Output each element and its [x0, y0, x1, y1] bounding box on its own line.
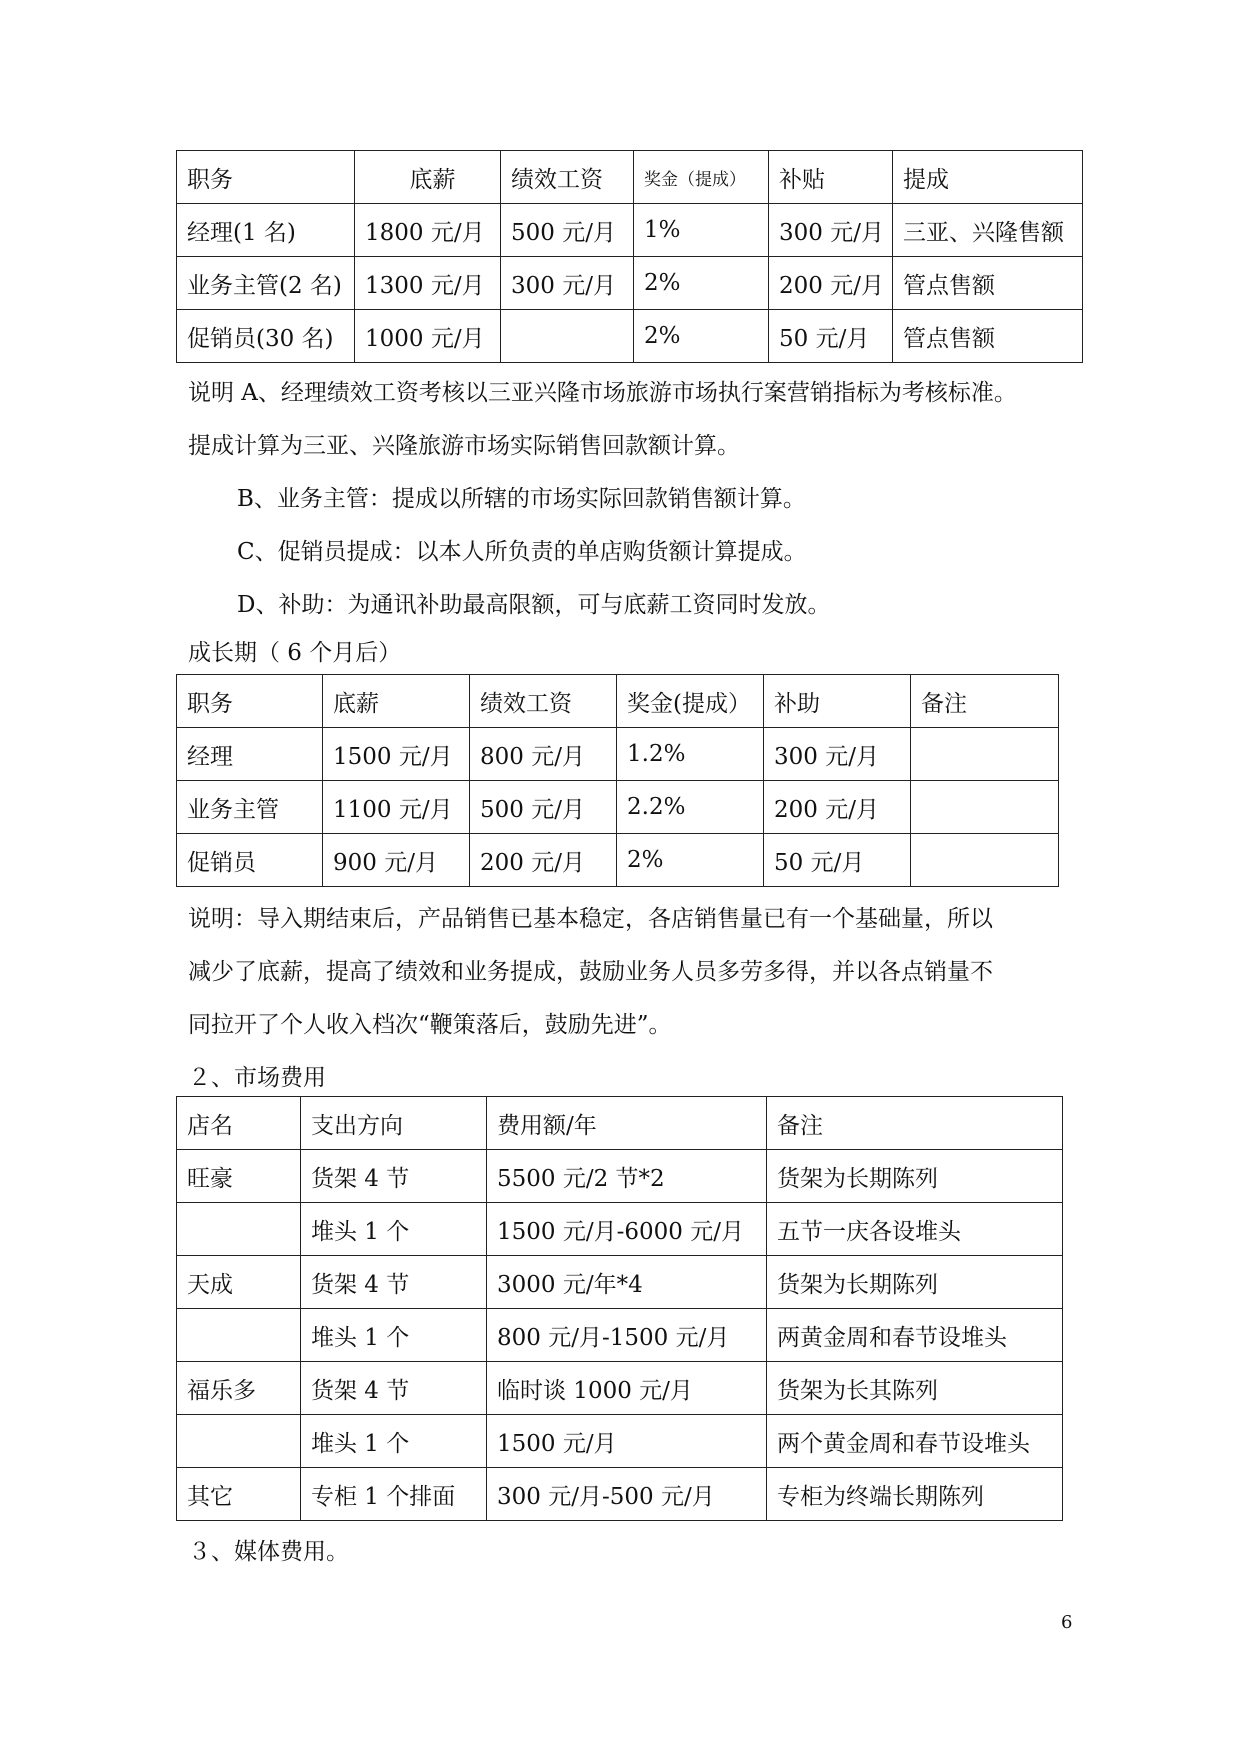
- table-cell: 货架为长期陈列: [767, 1150, 1063, 1203]
- table-cell: 货架为长其陈列: [767, 1362, 1063, 1415]
- table-cell: 300 元/月-500 元/月: [487, 1468, 767, 1521]
- table-header-cell: 底薪: [323, 675, 470, 728]
- table-cell: 专柜 1 个排面: [301, 1468, 487, 1521]
- table-cell: 200 元/月: [764, 781, 911, 834]
- table-cell: 50 元/月: [769, 310, 893, 363]
- table-cell: 1000 元/月: [355, 310, 501, 363]
- table-row: [177, 728, 1059, 781]
- table-cell: 货架 4 节: [301, 1150, 487, 1203]
- table-row: [177, 1415, 1063, 1468]
- table-cell: 300 元/月: [501, 257, 634, 310]
- table-cell: 900 元/月: [323, 834, 470, 887]
- table-cell: 1500 元/月: [487, 1415, 767, 1468]
- table-cell: 1800 元/月: [355, 204, 501, 257]
- table-cell: 促销员(30 名): [177, 310, 355, 363]
- table-cell: 800 元/月-1500 元/月: [487, 1309, 767, 1362]
- table-cell: 堆头 1 个: [301, 1415, 487, 1468]
- page-number: 6: [1061, 1612, 1073, 1633]
- table-cell: 堆头 1 个: [301, 1309, 487, 1362]
- table-row: [177, 1203, 1063, 1256]
- table-header-cell: 奖金(提成）: [617, 675, 764, 728]
- table-cell: 300 元/月: [769, 204, 893, 257]
- table-cell: 促销员: [177, 834, 323, 887]
- table-header-cell: 支出方向: [301, 1097, 487, 1150]
- table-header-cell: 备注: [767, 1097, 1063, 1150]
- table-cell: 天成: [177, 1256, 301, 1309]
- table-cell: [911, 781, 1059, 834]
- table-cell: [911, 834, 1059, 887]
- table-cell: 货架 4 节: [301, 1256, 487, 1309]
- note-d: D、补助：为通讯补助最高限额，可与底薪工资同时发放。: [237, 592, 831, 618]
- table-cell: 2.2%: [617, 781, 764, 834]
- table-row: [177, 781, 1059, 834]
- table-cell: 经理: [177, 728, 323, 781]
- table-header-cell: 补助: [764, 675, 911, 728]
- table-cell: 1500 元/月-6000 元/月: [487, 1203, 767, 1256]
- table-cell: 业务主管: [177, 781, 323, 834]
- table-header-cell: 费用额/年: [487, 1097, 767, 1150]
- table-cell: [177, 1309, 301, 1362]
- table-cell: 2%: [634, 310, 769, 363]
- table-row: [177, 1256, 1063, 1309]
- table-header-cell: 底薪: [355, 151, 501, 204]
- table-header-cell: 备注: [911, 675, 1059, 728]
- table-cell: [501, 310, 634, 363]
- table-header-cell: 绩效工资: [470, 675, 617, 728]
- table-row: [177, 1309, 1063, 1362]
- growth-title: 成长期（ 6 个月后）: [188, 640, 402, 666]
- table-cell: 其它: [177, 1468, 301, 1521]
- table-cell: 200 元/月: [769, 257, 893, 310]
- table-header-cell: 补贴: [769, 151, 893, 204]
- table-cell: 业务主管(2 名): [177, 257, 355, 310]
- table-cell: 2%: [617, 834, 764, 887]
- note2-line1: 说明：导入期结束后，产品销售已基本稳定，各店销售量已有一个基础量，所以: [188, 906, 993, 932]
- section2-title: ２、市场费用: [188, 1065, 326, 1091]
- table-cell: 5500 元/2 节*2: [487, 1150, 767, 1203]
- table-cell: 货架 4 节: [301, 1362, 487, 1415]
- table-header-cell: 职务: [177, 151, 355, 204]
- note2-line2: 减少了底薪，提高了绩效和业务提成，鼓励业务人员多劳多得，并以各点销量不: [188, 959, 993, 985]
- table-cell: 800 元/月: [470, 728, 617, 781]
- table-cell: 1300 元/月: [355, 257, 501, 310]
- table-header-cell: 职务: [177, 675, 323, 728]
- table-cell: [177, 1415, 301, 1468]
- table-row: [177, 204, 1083, 257]
- table-cell: 300 元/月: [764, 728, 911, 781]
- table-header-row: [177, 1097, 1063, 1150]
- table-cell: 专柜为终端长期陈列: [767, 1468, 1063, 1521]
- table-cell: 货架为长期陈列: [767, 1256, 1063, 1309]
- market-cost-table: [176, 1096, 1063, 1521]
- table-cell: 2%: [634, 257, 769, 310]
- table-cell: 堆头 1 个: [301, 1203, 487, 1256]
- salary-table-intro: [176, 150, 1083, 363]
- note2-line3: 同拉开了个人收入档次“鞭策落后，鼓励先进”。: [188, 1012, 672, 1038]
- salary-table-growth: [176, 674, 1059, 887]
- table-cell: 五节一庆各设堆头: [767, 1203, 1063, 1256]
- table-cell: 1500 元/月: [323, 728, 470, 781]
- table-cell: 经理(1 名): [177, 204, 355, 257]
- table-header-cell: 提成: [893, 151, 1083, 204]
- table-header-cell: 店名: [177, 1097, 301, 1150]
- note-a-cont: 提成计算为三亚、兴隆旅游市场实际销售回款额计算。: [188, 433, 740, 459]
- section3-title: ３、媒体费用。: [188, 1539, 349, 1565]
- table-cell: 50 元/月: [764, 834, 911, 887]
- table-cell: 500 元/月: [470, 781, 617, 834]
- table-cell: [177, 1203, 301, 1256]
- table-cell: 旺豪: [177, 1150, 301, 1203]
- table-row: [177, 310, 1083, 363]
- table-header-cell: 绩效工资: [501, 151, 634, 204]
- note-b: B、业务主管：提成以所辖的市场实际回款销售额计算。: [237, 486, 806, 512]
- table-cell: 1%: [634, 204, 769, 257]
- table-cell: [911, 728, 1059, 781]
- table-cell: 临时谈 1000 元/月: [487, 1362, 767, 1415]
- table-row: [177, 1150, 1063, 1203]
- table-header-row: [177, 151, 1083, 204]
- table-cell: 1100 元/月: [323, 781, 470, 834]
- note-c: C、促销员提成：以本人所负责的单店购货额计算提成。: [237, 539, 807, 565]
- table-cell: 管点售额: [893, 257, 1083, 310]
- table-row: [177, 1362, 1063, 1415]
- table-cell: 1.2%: [617, 728, 764, 781]
- table-header-cell: 奖金（提成）: [634, 151, 769, 204]
- table-cell: 三亚、兴隆售额: [893, 204, 1083, 257]
- table-cell: 管点售额: [893, 310, 1083, 363]
- table-cell: 福乐多: [177, 1362, 301, 1415]
- table-row: [177, 834, 1059, 887]
- table-cell: 200 元/月: [470, 834, 617, 887]
- table-row: [177, 1468, 1063, 1521]
- table-row: [177, 257, 1083, 310]
- table-header-row: [177, 675, 1059, 728]
- table-cell: 两黄金周和春节设堆头: [767, 1309, 1063, 1362]
- note-a: 说明 A、经理绩效工资考核以三亚兴隆市场旅游市场执行案营销指标为考核标准。: [188, 380, 1017, 406]
- table-cell: 500 元/月: [501, 204, 634, 257]
- table-cell: 3000 元/年*4: [487, 1256, 767, 1309]
- table-cell: 两个黄金周和春节设堆头: [767, 1415, 1063, 1468]
